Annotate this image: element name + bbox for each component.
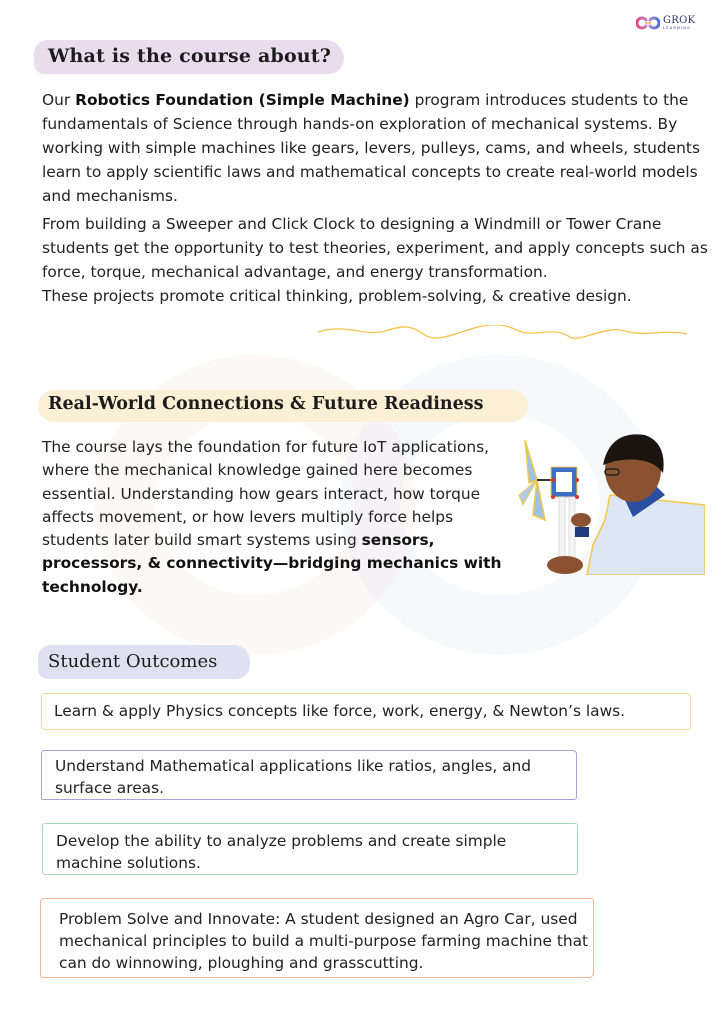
about-paragraph-1 [42, 88, 712, 208]
outcome-card-innovation [40, 898, 594, 978]
realworld-paragraph [42, 436, 512, 599]
logo-name: GROK [663, 15, 696, 26]
about-paragraph-2-text: From building a Sweeper and Click Clock to designing a Windmill or Tower Crane students get the opportunity to test theories, experiment, and apply concepts such as force, torque, mechanical advantage, and energy transformation. [42, 215, 708, 281]
outcome-card-physics [41, 693, 691, 730]
outcome-text: Develop the ability to analyze problems and create simple machine solutions. [56, 832, 507, 872]
outcome-text: Problem Solve and Innovate: A student designed an Agro Car, used mechanical principles to build a multi-purpose farming machine that can do winnowing, ploughing and grasscutting. [59, 910, 589, 972]
outcome-card-problem-analysis [42, 823, 578, 875]
program-name: Robotics Foundation (Simple Machine) [75, 91, 410, 109]
outcome-card-math [41, 750, 577, 800]
about-paragraph-1-rest: program introduces students to the fundamentals of Science through hands-on exploration of mechanical systems. By working with simple machines like gears, levers, pulleys, cams, and wheels, students learn to apply scientific laws and mathematical concepts to create real-world models and mechanisms. [42, 91, 700, 205]
section-heading-about: What is the course about? [34, 40, 344, 74]
section-heading-outcomes: Student Outcomes [38, 645, 250, 679]
infinity-logo-icon [636, 16, 660, 30]
grok-learning-logo[interactable] [636, 16, 695, 31]
student-windmill-photo [515, 425, 705, 575]
realworld-paragraph-text: The course lays the foundation for future IoT applications, where the mechanical knowledge gained here becomes essential. Understanding how gears interact, how torque affects movement, or how levers multiply force helps students later build smart systems using [42, 438, 490, 550]
section-heading-realworld: Real-World Connections & Future Readiness [38, 390, 528, 422]
logo-tagline: LEARNING [663, 26, 692, 30]
about-paragraph-2 [42, 212, 712, 308]
decorative-squiggle [315, 325, 690, 345]
outcome-text: Understand Mathematical applications like ratios, angles, and surface areas. [55, 757, 532, 797]
outcome-text: Learn & apply Physics concepts like force, work, energy, & Newton’s laws. [54, 702, 626, 720]
about-paragraph-2-summary: These projects promote critical thinking, problem-solving, & creative design. [42, 287, 632, 305]
about-paragraph-1-lead: Our [42, 91, 76, 109]
realworld-paragraph-highlight: sensors, processors, & connectivity—bridging mechanics with technology. [42, 531, 502, 596]
